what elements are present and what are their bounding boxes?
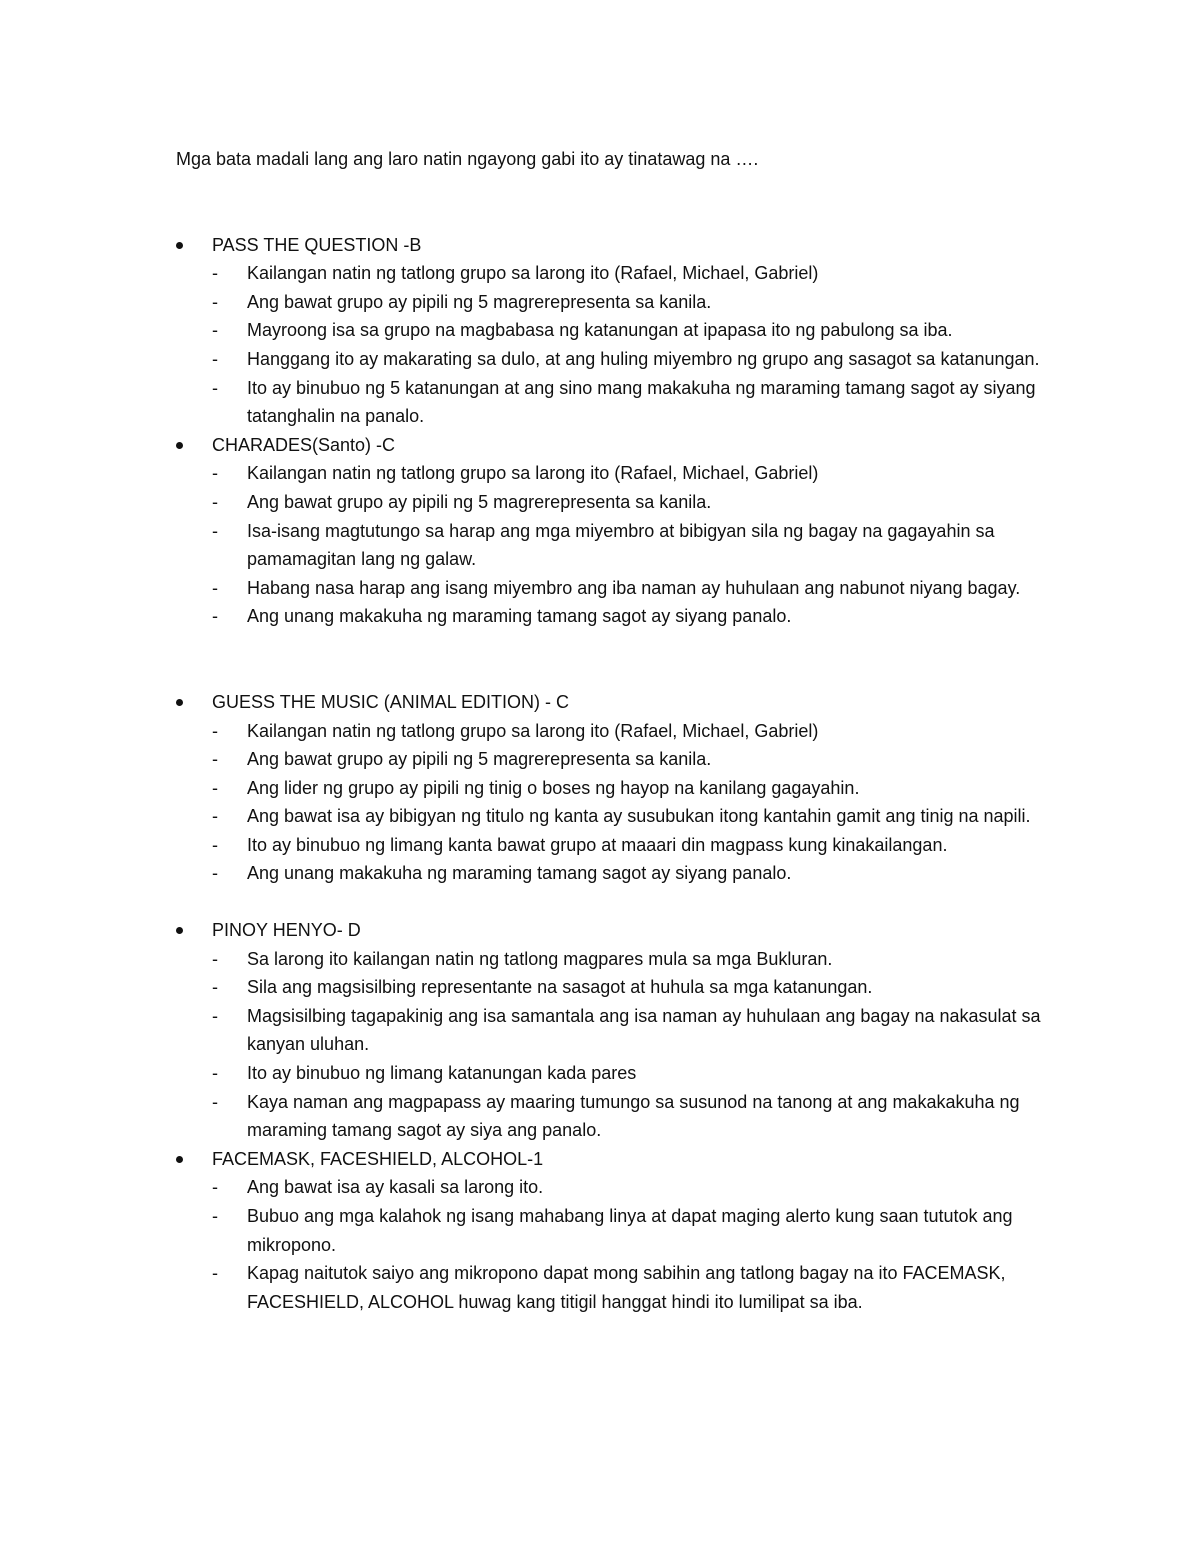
- list-item: [176, 574, 1076, 603]
- list-item: [176, 1259, 1076, 1316]
- list-item: [176, 1173, 1076, 1202]
- list-item-text: Bubuo ang mga kalahok ng isang mahabang linya at dapat maging alerto kung saan tututok ang mikropono.: [247, 1206, 1013, 1255]
- dash-marker: -: [212, 1005, 218, 1026]
- list-item-text: Kailangan natin ng tatlong grupo sa larong ito (Rafael, Michael, Gabriel): [247, 720, 819, 741]
- dash-marker: -: [212, 863, 218, 884]
- list-item: [176, 345, 1076, 374]
- list-item: [176, 517, 1076, 574]
- document-body: [176, 145, 1076, 1316]
- list-item: [176, 1088, 1076, 1145]
- dash-marker: -: [212, 1091, 218, 1112]
- section-heading: [176, 1145, 1076, 1174]
- section-title: GUESS THE MUSIC (ANIMAL EDITION) - C: [212, 691, 570, 712]
- bullet-icon: [176, 1156, 183, 1163]
- list-item: [176, 288, 1076, 317]
- list-item: [176, 374, 1076, 431]
- dash-marker: -: [212, 1063, 218, 1084]
- dash-marker: -: [212, 720, 218, 741]
- dash-marker: -: [212, 1263, 218, 1284]
- section-heading: [176, 688, 1076, 717]
- list-item-text: Isa-isang magtutungo sa harap ang mga miyembro at bibigyan sila ng bagay na gagayahin sa pamamagitan lang ng galaw.: [247, 520, 995, 570]
- game-section: [176, 1145, 1076, 1317]
- list-item-text: Habang nasa harap ang isang miyembro ang iba naman ay huhulaan ang nabunot niyang bagay.: [247, 577, 1021, 598]
- dash-marker: -: [212, 520, 218, 541]
- dash-marker: -: [212, 291, 218, 312]
- game-section: [176, 916, 1076, 1145]
- bullet-icon: [176, 242, 183, 249]
- section-heading: [176, 431, 1076, 460]
- dash-marker: -: [212, 749, 218, 770]
- dash-marker: -: [212, 777, 218, 798]
- list-item: [176, 745, 1076, 774]
- list-item: [176, 717, 1076, 746]
- dash-marker: -: [212, 320, 218, 341]
- list-item-text: Ito ay binubuo ng 5 katanungan at ang sino mang makakuha ng maraming tamang sagot ay siyang tatanghalin na panalo.: [247, 377, 1036, 427]
- dash-marker: -: [212, 606, 218, 627]
- list-item-text: Magsisilbing tagapakinig ang isa samantala ang isa naman ay huhulaan ang bagay na nakasulat sa kanyan uluhan.: [247, 1005, 1041, 1055]
- intro-paragraph: Mga bata madali lang ang laro natin ngayong gabi ito ay tinatawag na ….: [176, 149, 759, 169]
- section-heading: [176, 916, 1076, 945]
- list-item-text: Ang unang makakuha ng maraming tamang sagot ay siyang panalo.: [247, 863, 792, 884]
- list-item-text: Ang lider ng grupo ay pipili ng tinig o boses ng hayop na kanilang gagayahin.: [247, 777, 860, 798]
- list-item-text: Sa larong ito kailangan natin ng tatlong magpares mula sa mga Bukluran.: [247, 948, 833, 969]
- list-item-text: Kailangan natin ng tatlong grupo sa larong ito (Rafael, Michael, Gabriel): [247, 263, 819, 284]
- list-item: [176, 602, 1076, 631]
- section-title: PINOY HENYO- D: [212, 920, 361, 941]
- game-section: [176, 231, 1076, 431]
- list-item: [176, 802, 1076, 831]
- dash-marker: -: [212, 834, 218, 855]
- list-item-text: Ang bawat grupo ay pipili ng 5 magrerepresenta sa kanila.: [247, 291, 712, 312]
- dash-marker: -: [212, 977, 218, 998]
- dash-marker: -: [212, 491, 218, 512]
- bullet-icon: [176, 927, 183, 934]
- game-section: [176, 688, 1076, 888]
- list-item: [176, 973, 1076, 1002]
- list-item-text: Ang bawat isa ay bibigyan ng titulo ng kanta ay susubukan itong kantahin gamit ang tinig na napili.: [247, 806, 1031, 827]
- list-item-text: Kailangan natin ng tatlong grupo sa larong ito (Rafael, Michael, Gabriel): [247, 463, 819, 484]
- dash-marker: -: [212, 1206, 218, 1226]
- bullet-icon: [176, 442, 183, 449]
- list-item-text: Mayroong isa sa grupo na magbabasa ng katanungan at ipapasa ito ng pabulong sa iba.: [247, 320, 953, 341]
- dash-marker: -: [212, 1177, 218, 1198]
- dash-marker: -: [212, 263, 218, 284]
- section-title: CHARADES(Santo) -C: [212, 434, 396, 455]
- list-item: [176, 316, 1076, 345]
- list-item-text: Ang bawat grupo ay pipili ng 5 magrerepresenta sa kanila.: [247, 491, 712, 512]
- list-item-text: Ito ay binubuo ng limang katanungan kada pares: [247, 1063, 637, 1084]
- dash-marker: -: [212, 463, 218, 484]
- list-item: [176, 831, 1076, 860]
- list-item: [176, 1059, 1076, 1088]
- section-title: PASS THE QUESTION -B: [212, 234, 422, 255]
- list-item: [176, 945, 1076, 974]
- list-item-text: Ang bawat grupo ay pipili ng 5 magrerepresenta sa kanila.: [247, 749, 712, 770]
- list-item: [176, 774, 1076, 803]
- list-item-text: Ang unang makakuha ng maraming tamang sagot ay siyang panalo.: [247, 606, 792, 627]
- dash-marker: -: [212, 948, 218, 969]
- list-item-text: Hanggang ito ay makarating sa dulo, at ang huling miyembro ng grupo ang sasagot sa katanungan.: [247, 348, 1040, 369]
- section-title: FACEMASK, FACESHIELD, ALCOHOL-1: [212, 1148, 544, 1169]
- list-item-text: Kaya naman ang magpapass ay maaring tumungo sa susunod na tanong at ang makakakuha ng maraming tamang sagot ay siya ang panalo.: [247, 1091, 1020, 1141]
- list-item-text: Sila ang magsisilbing representante na sasagot at huhula sa mga katanungan.: [247, 977, 873, 998]
- dash-marker: -: [212, 577, 218, 598]
- list-item: [176, 259, 1076, 288]
- list-item-text: Ito ay binubuo ng limang kanta bawat grupo at maaari din magpass kung kinakailangan.: [247, 834, 948, 855]
- dash-marker: -: [212, 806, 218, 827]
- dash-marker: -: [212, 377, 218, 398]
- bullet-icon: [176, 699, 183, 706]
- list-item: [176, 459, 1076, 488]
- list-item: [176, 1202, 1076, 1259]
- section-heading: [176, 231, 1076, 260]
- list-item-text: Kapag naitutok saiyo ang mikropono dapat mong sabihin ang tatlong bagay na ito FACEMASK, FACESHIELD, ALCOHOL huwag kang titigil hanggat hindi ito lumilipat sa iba.: [247, 1263, 1006, 1312]
- list-item: [176, 859, 1076, 888]
- list-item-text: Ang bawat isa ay kasali sa larong ito.: [247, 1177, 544, 1198]
- dash-marker: -: [212, 348, 218, 369]
- game-section: [176, 431, 1076, 631]
- list-item: [176, 488, 1076, 517]
- list-item: [176, 1002, 1076, 1059]
